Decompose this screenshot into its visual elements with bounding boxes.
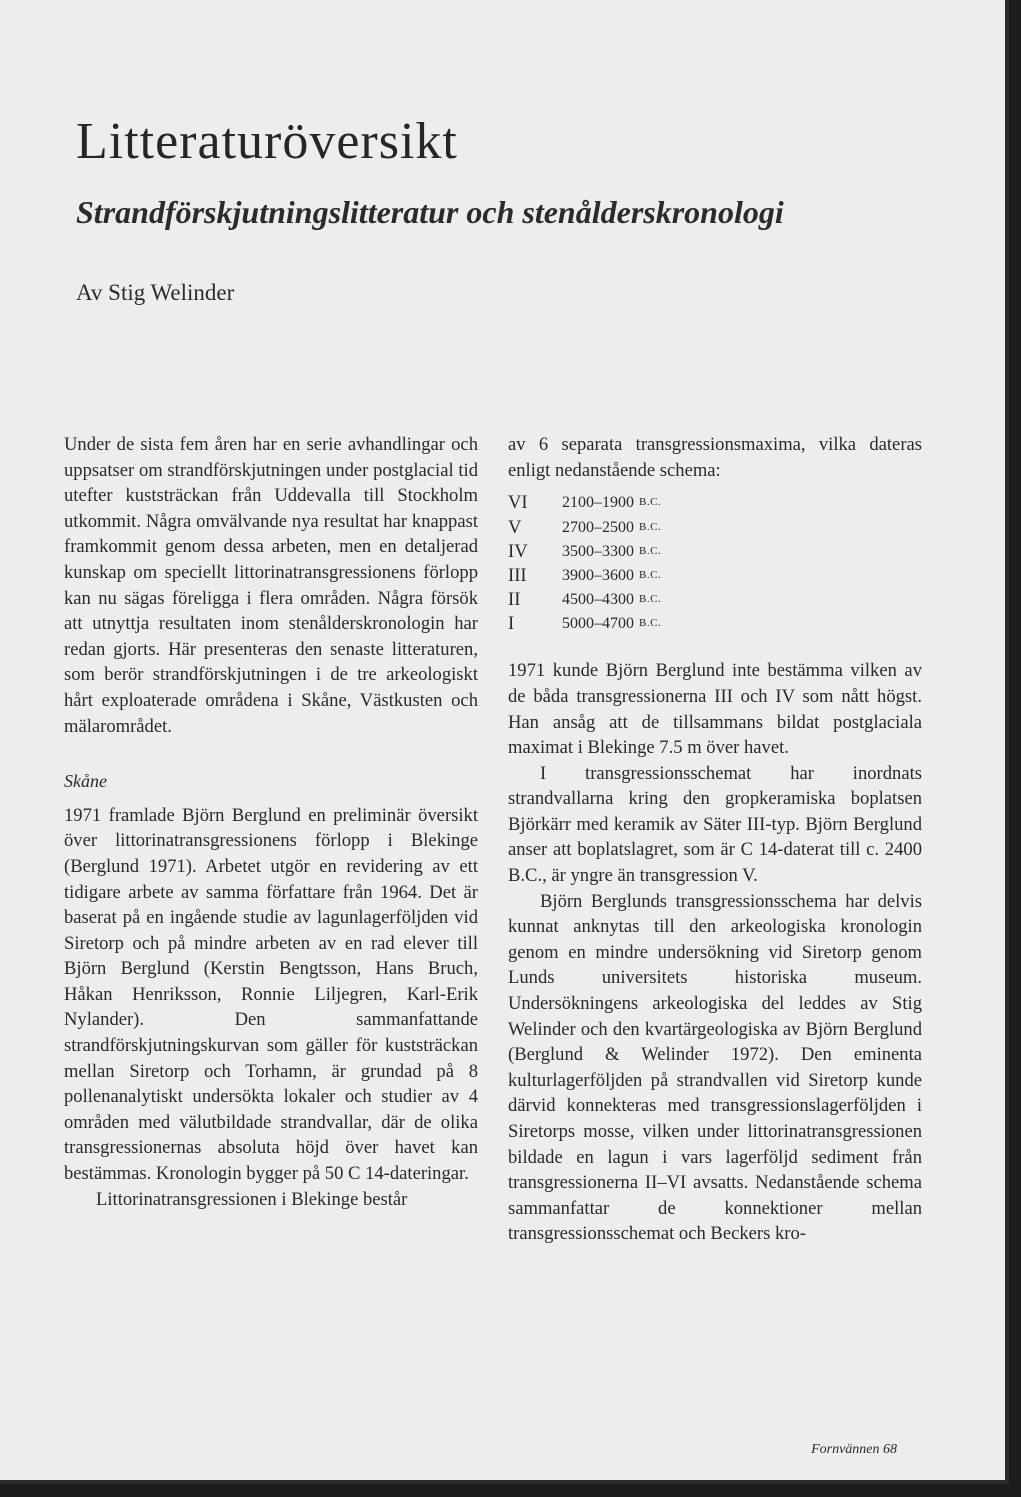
schema-roman: II [508,589,521,611]
schema-row [508,612,922,636]
skane-paragraph: 1971 framlade Björn Berglund en preliminär översikt över littorinatransgressionens förlopp i Blekinge (Berglund 1971). Arbetet utgör en revidering av ett tidigare arbete av samma författare från 1964. Det är baserat på en ingående studie av lagunlagerföljden vid Siretorp och på mindre arbeten av en rad elever till Björn Berglund (Kerstin Bengtsson, Hans Bruch, Håkan Henriksson, Ronnie Liljegren, Karl-Erik Nylander). Den sammanfattande strandförskjutningskurvan som gäller för kuststräckan mellan Siretorp och Torhamn, är grundad på 8 pollenanalytiskt undersökta lokaler och studier av 4 områden med välutbildade strandvallar, där de olika transgressionernas absoluta höjd över havet kan bestämmas. Kronologin bygger på 50 C 14-dateringar. [64,804,478,1185]
schema-row [508,564,922,588]
schema-range: 5000–4700 [562,615,634,633]
schema-unit: B.C. [639,520,662,533]
right-column [508,432,922,1247]
left-column [64,432,478,1212]
schema-unit: B.C. [639,544,662,557]
intro-paragraph: Under de sista fem åren har en serie avhandlingar och uppsatser om strandförskjutningen under postglacial tid utefter kuststräckan från Uddevalla till Stockholm utkommit. Några omvälvande nya resultat har knappast framkommit genom dessa arbeten, men en detaljerad kunskap om speciellt littorinatransgressionens förlopp kan nu sägas föreligga i flera områden. Några försök att utnyttja resultaten inom stenålderskronologin har redan gjorts. Här presenteras den senaste litteraturen, som berör strandförskjutningen i de tre arkeologiskt hårt exploaterade områdena i Skåne, Västkusten och mälarområdet. [64,434,478,737]
schema-range: 4500–4300 [562,591,634,609]
berglund-1971-paragraph: 1971 kunde Björn Berglund inte bestämma vilken av de båda transgressionerna III och IV som nått högst. Han ansåg att de tillsammans bildat postglaciala maximat i Blekinge 7.5 m över havet. [508,660,922,759]
journal-footer: Fornvännen 68 [811,1442,897,1457]
schema-range: 3900–3600 [562,567,634,585]
schema-unit: B.C. [639,617,662,630]
bjorkarr-paragraph: I transgressionsschemat har inordnats strandvallarna kring den gropkeramiska boplatsen Björkärr med keramik av Säter III-typ. Björn Berglund anser att boplatslagret, som är C 14-daterat till c. 2400 B.C., är yngre än transgression V. [508,762,922,887]
schema-row [508,540,922,564]
schema-row [508,588,922,612]
schema-unit: B.C. [639,496,662,509]
schema-roman: I [508,613,515,635]
page-subtitle: Strandförskjutningslitteratur och stenålderskronologi [76,194,784,230]
schema-roman: IV [508,540,528,562]
transgression-schema [508,491,922,636]
schema-range: 2100–1900 [562,494,634,512]
schema-row [508,515,922,539]
schema-range: 2700–2500 [562,518,634,536]
schema-unit: B.C. [639,593,662,606]
schema-roman: III [508,565,527,587]
siretorp-paragraph: Björn Berglunds transgressionsschema har delvis kunnat anknytas till den arkeologiska kronologin genom en mindre undersökning vid Siretorp genom Lunds universitets historiska museum. Undersökningens arkeologiska del leddes av Stig Welinder och den kvartärgeologiska av Björn Berglund (Berglund & Welinder 1972). Den eminenta kulturlagerföljden på strandvallen vid Siretorp kunde därvid konnekteras med transgressionslagerföljden i Siretorps mosse, vilken under littorinatransgressionen bildade en lagun i vars lagerföljd sediment från transgressionerna II–VI avsatts. Nedanstående schema sammanfattar de konnektioner mellan transgressionsschemat och Beckers kro- [508,890,922,1245]
schema-range: 3500–3300 [562,542,634,560]
section-heading-skane: Skåne [64,771,107,792]
continuation-paragraph: av 6 separata transgressionsmaxima, vilka dateras enligt nedanstående schema: [508,434,922,481]
author-line: Av Stig Welinder [76,280,235,305]
schema-row [508,491,922,515]
schema-unit: B.C. [639,569,662,582]
schema-roman: V [508,516,522,538]
blekinge-paragraph-start: Littorinatransgressionen i Blekinge består [96,1188,408,1210]
schema-roman: VI [508,492,528,514]
page-title: Litteraturöversikt [76,113,458,170]
